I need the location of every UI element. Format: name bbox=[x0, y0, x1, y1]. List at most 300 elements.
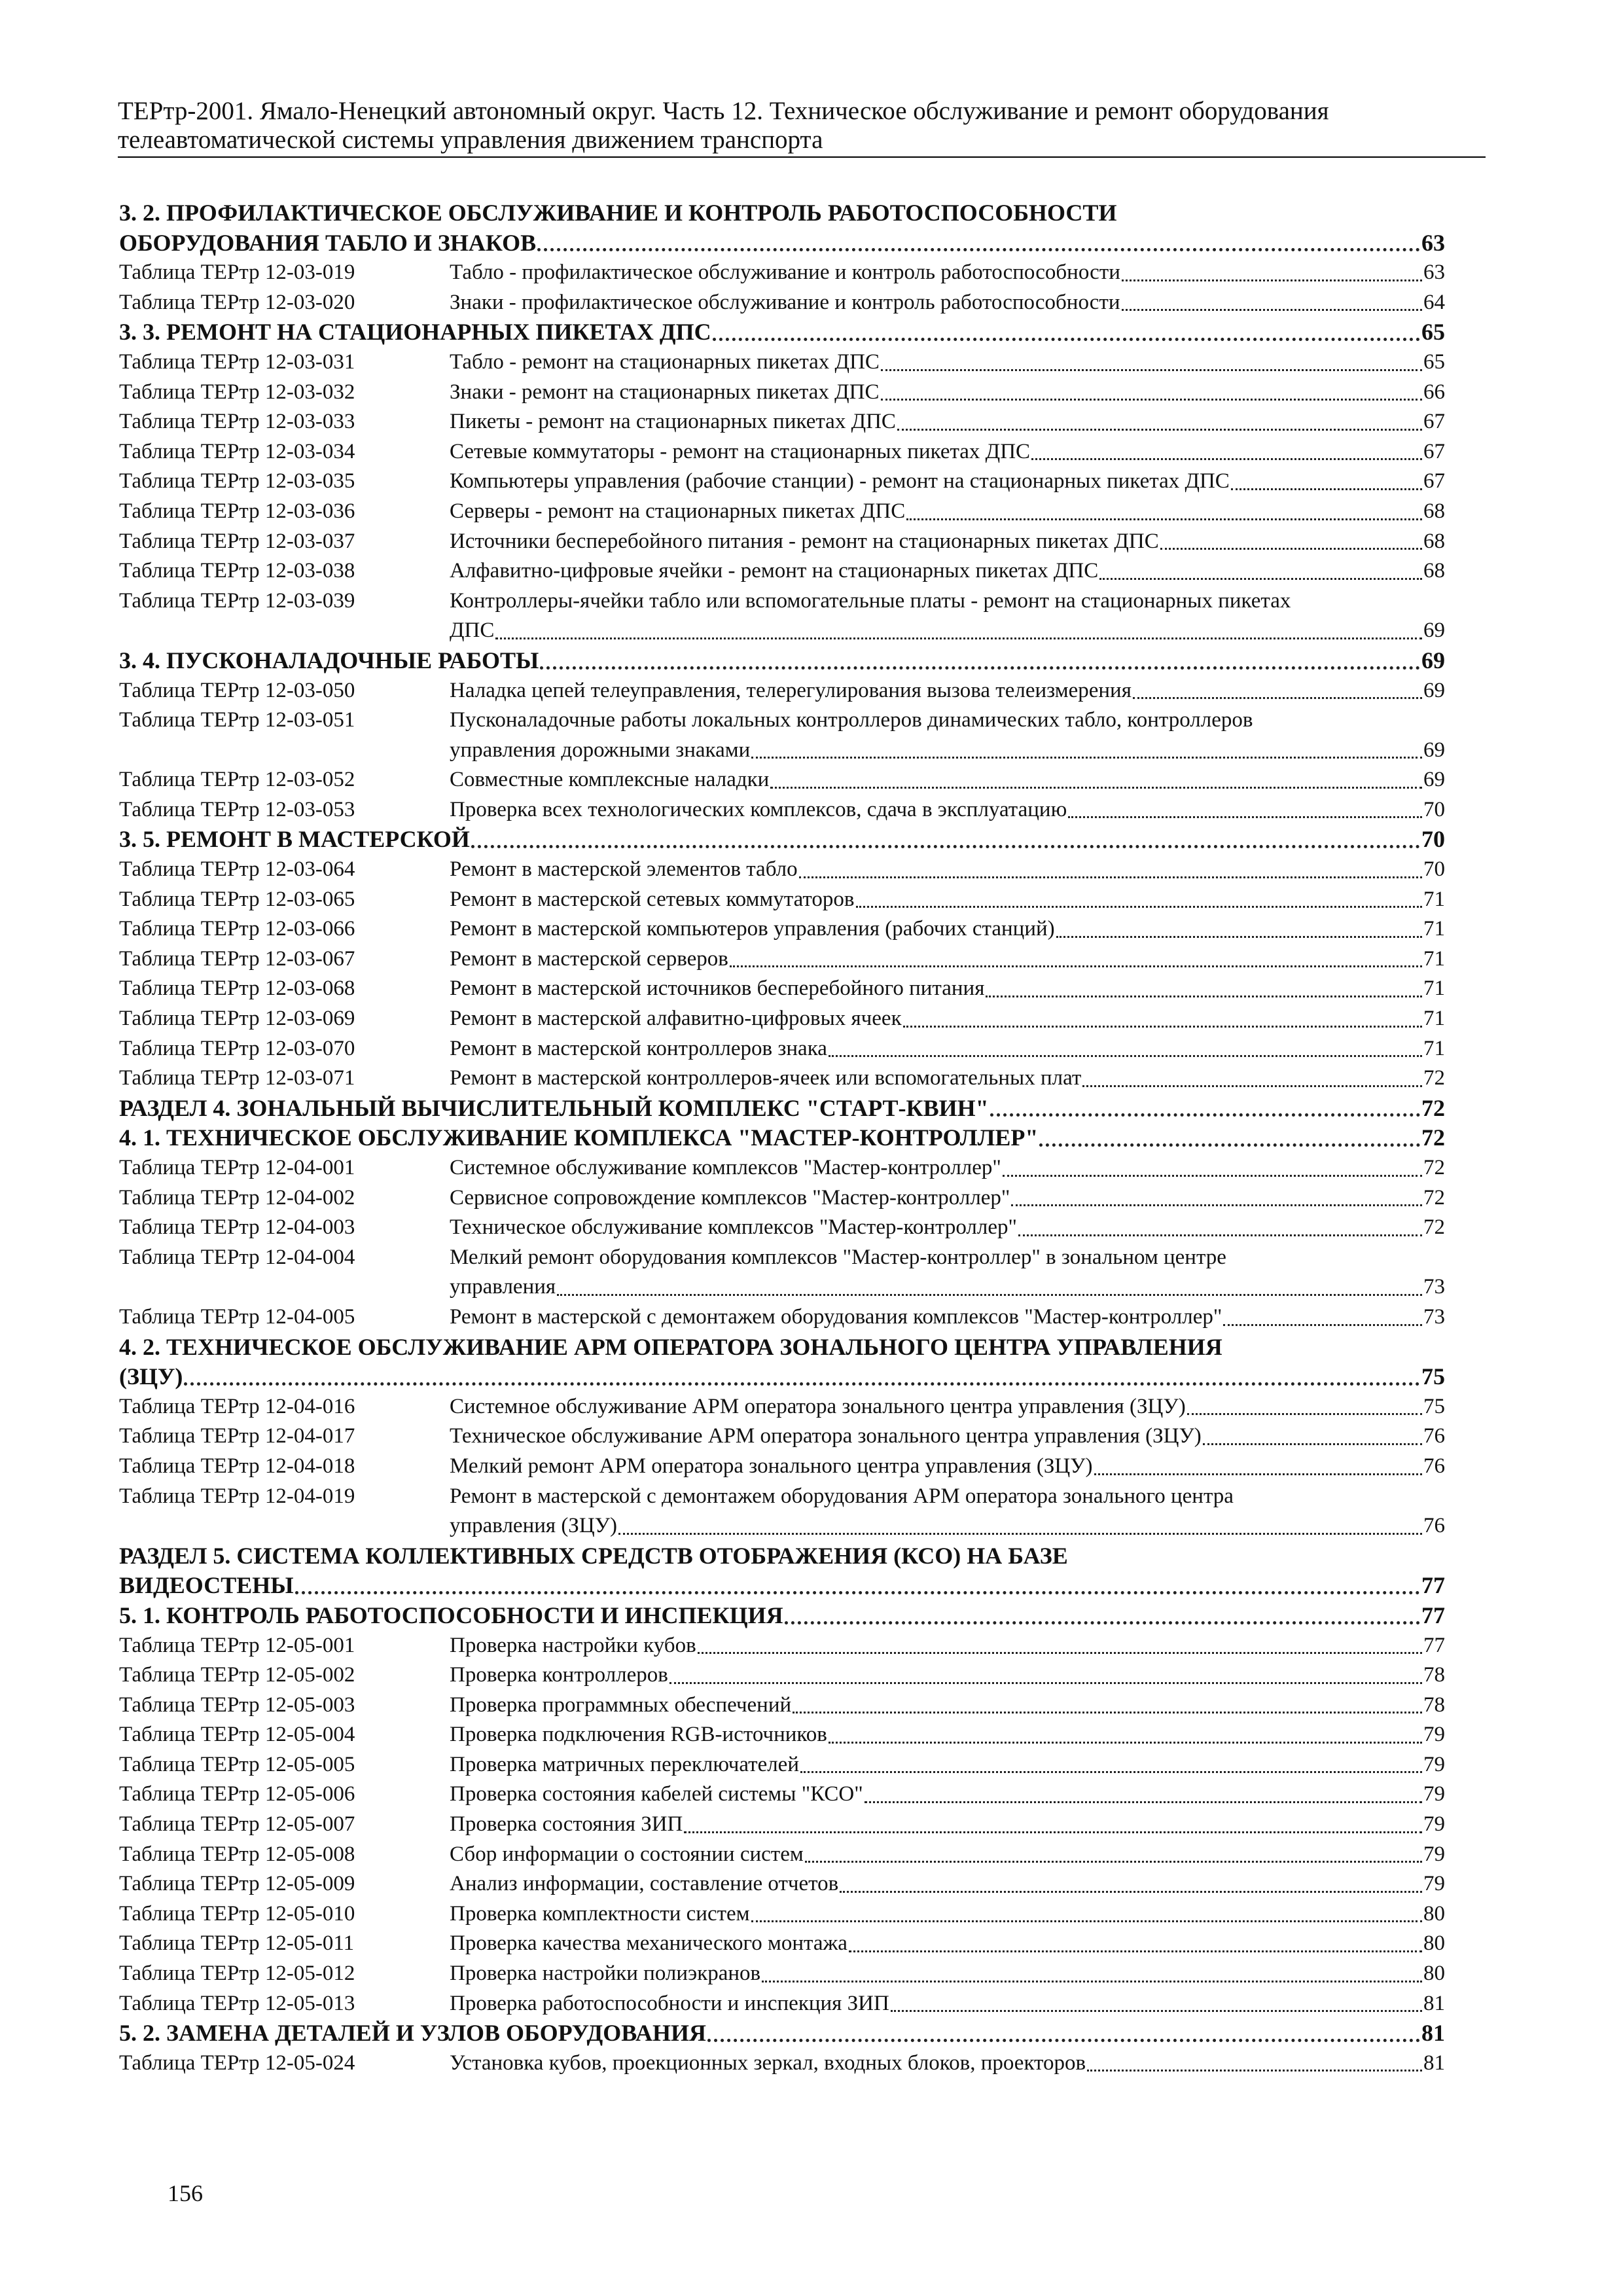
entry-page-number: 79 bbox=[1423, 1842, 1445, 1866]
table-code: Таблица ТЕРтр 12-03-065 bbox=[119, 887, 355, 911]
table-code: Таблица ТЕРтр 12-03-069 bbox=[119, 1007, 355, 1031]
dot-leader bbox=[762, 1981, 1422, 1982]
entry-last-line bbox=[450, 885, 1445, 915]
table-code: Таблица ТЕРтр 12-03-070 bbox=[119, 1036, 355, 1060]
section-heading-line: 3. 2. ПРОФИЛАКТИЧЕСКОЕ ОБСЛУЖИВАНИЕ И КОНТРОЛЬ РАБОТОСПОСОБНОСТИ bbox=[119, 200, 1117, 226]
entry-last-line bbox=[450, 1064, 1445, 1094]
entry-title: Знаки - профилактическое обслуживание и контроль работоспособности bbox=[450, 290, 1120, 314]
toc-entry bbox=[119, 974, 1445, 1004]
entry-page-number: 73 bbox=[1423, 1304, 1445, 1329]
dot-leader bbox=[865, 1801, 1422, 1803]
dot-leader bbox=[881, 399, 1422, 401]
section-heading-line: 4. 2. ТЕХНИЧЕСКОЕ ОБСЛУЖИВАНИЕ АРМ ОПЕРАТОРА ЗОНАЛЬНОГО ЦЕНТРА УПРАВЛЕНИЯ bbox=[119, 1333, 1222, 1360]
table-code: Таблица ТЕРтр 12-03-037 bbox=[119, 529, 355, 553]
entry-page-number: 69 bbox=[1423, 738, 1445, 762]
entry-last-line bbox=[450, 1869, 1445, 1899]
entry-page-number: 67 bbox=[1423, 410, 1445, 434]
table-code: Таблица ТЕРтр 12-03-034 bbox=[119, 439, 355, 463]
entry-body bbox=[450, 288, 1445, 318]
dot-leader bbox=[707, 2039, 1420, 2042]
entry-page-number: 81 bbox=[1423, 2051, 1445, 2075]
dot-leader bbox=[1122, 279, 1422, 281]
entry-page-number: 68 bbox=[1423, 529, 1445, 553]
section-title: ОБОРУДОВАНИЯ ТАБЛО И ЗНАКОВ bbox=[119, 229, 537, 256]
entry-last-line bbox=[450, 1153, 1445, 1183]
toc-section-heading bbox=[119, 1601, 1445, 1631]
entry-body bbox=[450, 1631, 1445, 1661]
entry-title: Проверка качества механического монтажа bbox=[450, 1931, 847, 1956]
entry-title: Сбор информации о состоянии систем bbox=[450, 1842, 804, 1866]
toc-entry bbox=[119, 497, 1445, 527]
entry-body bbox=[450, 1004, 1445, 1034]
entry-page-number: 80 bbox=[1423, 1901, 1445, 1926]
entry-page-number: 79 bbox=[1423, 1723, 1445, 1747]
toc-entry bbox=[119, 855, 1445, 885]
entry-body bbox=[450, 1183, 1445, 1213]
section-title: РАЗДЕЛ 4. ЗОНАЛЬНЫЙ ВЫЧИСЛИТЕЛЬНЫЙ КОМПЛЕКС "СТАРТ-КВИН" bbox=[119, 1094, 989, 1121]
dot-leader bbox=[537, 248, 1420, 251]
entry-page-number: 72 bbox=[1423, 1066, 1445, 1090]
dot-leader bbox=[881, 369, 1422, 371]
dot-leader bbox=[713, 338, 1420, 341]
entry-body bbox=[450, 1691, 1445, 1721]
entry-title: Ремонт в мастерской контроллеров знака bbox=[450, 1036, 827, 1060]
entry-body bbox=[450, 467, 1445, 497]
entry-body bbox=[450, 944, 1445, 975]
dot-leader bbox=[669, 1682, 1422, 1684]
dot-leader bbox=[471, 845, 1420, 848]
entry-title: Проверка подключения RGB-источников bbox=[450, 1723, 827, 1747]
toc-entry bbox=[119, 1929, 1445, 1959]
table-of-contents bbox=[119, 198, 1445, 2078]
entry-last-line bbox=[450, 437, 1445, 467]
entry-body bbox=[450, 1780, 1445, 1810]
section-page-number: 81 bbox=[1421, 2020, 1445, 2047]
entry-body bbox=[450, 1034, 1445, 1064]
entry-last-line bbox=[450, 1183, 1445, 1213]
dot-leader bbox=[793, 1712, 1422, 1713]
entry-title: Ремонт в мастерской источников бесперебойного питания bbox=[450, 977, 985, 1001]
entry-body bbox=[450, 258, 1445, 288]
entry-last-line bbox=[450, 1392, 1445, 1422]
entry-body bbox=[450, 407, 1445, 437]
section-page-number: 72 bbox=[1421, 1094, 1445, 1121]
entry-title: Знаки - ремонт на стационарных пикетах ДПС bbox=[450, 380, 880, 404]
section-last-line bbox=[119, 228, 1445, 259]
entry-last-line bbox=[450, 1720, 1445, 1750]
section-heading-line: РАЗДЕЛ 5. СИСТЕМА КОЛЛЕКТИВНЫХ СРЕДСТВ ОТОБРАЖЕНИЯ (КСО) НА БАЗЕ bbox=[119, 1542, 1068, 1569]
entry-title: Ремонт в мастерской элементов табло bbox=[450, 857, 798, 882]
toc-entry bbox=[119, 944, 1445, 975]
entry-page-number: 77 bbox=[1423, 1633, 1445, 1657]
entry-title: Проверка состояния кабелей системы "КСО" bbox=[450, 1782, 863, 1806]
table-code: Таблица ТЕРтр 12-04-001 bbox=[119, 1156, 355, 1179]
entry-page-number: 63 bbox=[1423, 260, 1445, 285]
entry-body bbox=[450, 1840, 1445, 1870]
entry-title: Табло - ремонт на стационарных пикетах ДПС bbox=[450, 350, 880, 374]
table-code: Таблица ТЕРтр 12-03-051 bbox=[119, 708, 355, 732]
entry-page-number: 80 bbox=[1423, 1962, 1445, 1986]
dot-leader bbox=[1068, 816, 1422, 818]
dot-leader bbox=[805, 1861, 1422, 1863]
entry-last-line bbox=[450, 1034, 1445, 1064]
toc-entry bbox=[119, 1482, 1445, 1541]
entry-last-line bbox=[450, 1272, 1445, 1302]
entry-body bbox=[450, 556, 1445, 586]
section-last-line bbox=[119, 1362, 1445, 1392]
entry-title: Пикеты - ремонт на стационарных пикетах ДПС bbox=[450, 410, 896, 434]
entry-body bbox=[450, 1422, 1445, 1452]
entry-last-line bbox=[450, 616, 1445, 646]
entry-title: Сетевые коммутаторы - ремонт на стационарных пикетах ДПС bbox=[450, 439, 1031, 463]
toc-entry bbox=[119, 765, 1445, 795]
entry-body bbox=[450, 497, 1445, 527]
dot-leader bbox=[1011, 1204, 1422, 1206]
header-line-2: телеавтоматической системы управления движением транспорта bbox=[118, 126, 823, 154]
entry-page-number: 78 bbox=[1423, 1663, 1445, 1687]
toc-entry bbox=[119, 348, 1445, 378]
dot-leader bbox=[698, 1652, 1422, 1654]
entry-title: Проверка настройки полиэкранов bbox=[450, 1962, 761, 1986]
toc-entry bbox=[119, 437, 1445, 467]
entry-body bbox=[450, 1869, 1445, 1899]
table-code: Таблица ТЕРтр 12-05-007 bbox=[119, 1812, 355, 1837]
dot-leader bbox=[986, 996, 1422, 997]
entry-body bbox=[450, 378, 1445, 408]
entry-title: ДПС bbox=[450, 619, 495, 643]
dot-leader bbox=[1087, 2070, 1422, 2072]
entry-last-line bbox=[450, 1959, 1445, 1989]
entry-last-line bbox=[450, 1660, 1445, 1691]
section-title: 4. 1. ТЕХНИЧЕСКОЕ ОБСЛУЖИВАНИЕ КОМПЛЕКСА "МАСТЕР-КОНТРОЛЛЕР" bbox=[119, 1124, 1039, 1151]
entry-body bbox=[450, 1064, 1445, 1094]
toc-entry bbox=[119, 407, 1445, 437]
entry-body bbox=[450, 1989, 1445, 2019]
entry-last-line bbox=[450, 1840, 1445, 1870]
entry-title: Ремонт в мастерской с демонтажем оборудования комплексов "Мастер-контроллер" bbox=[450, 1304, 1222, 1329]
table-code: Таблица ТЕРтр 12-05-024 bbox=[119, 2051, 355, 2075]
toc-entry bbox=[119, 1720, 1445, 1750]
dot-leader bbox=[1231, 488, 1422, 490]
table-code: Таблица ТЕРтр 12-03-035 bbox=[119, 469, 355, 493]
toc-entry bbox=[119, 795, 1445, 825]
dot-leader bbox=[829, 1742, 1422, 1744]
toc-entry bbox=[119, 676, 1445, 706]
toc-entry bbox=[119, 1660, 1445, 1691]
table-code: Таблица ТЕРтр 12-04-002 bbox=[119, 1185, 355, 1210]
table-code: Таблица ТЕРтр 12-04-016 bbox=[119, 1394, 355, 1418]
entry-last-line bbox=[450, 1302, 1445, 1333]
entry-page-number: 65 bbox=[1423, 350, 1445, 374]
table-code: Таблица ТЕРтр 12-05-001 bbox=[119, 1633, 355, 1657]
entry-title: управления bbox=[450, 1275, 556, 1299]
running-header bbox=[118, 97, 1486, 158]
toc-section-heading bbox=[119, 646, 1445, 676]
toc-entry bbox=[119, 1780, 1445, 1810]
entry-last-line bbox=[450, 1004, 1445, 1034]
dot-leader bbox=[785, 1621, 1420, 1624]
entry-last-line bbox=[450, 1810, 1445, 1840]
table-code: Таблица ТЕРтр 12-05-011 bbox=[119, 1931, 355, 1956]
entry-body bbox=[450, 2049, 1445, 2079]
dot-leader bbox=[799, 876, 1422, 878]
toc-entry bbox=[119, 1064, 1445, 1094]
toc-entry bbox=[119, 1213, 1445, 1243]
table-code: Таблица ТЕРтр 12-05-010 bbox=[119, 1901, 355, 1926]
table-code: Таблица ТЕРтр 12-03-039 bbox=[119, 588, 355, 613]
entry-last-line bbox=[450, 944, 1445, 975]
table-code: Таблица ТЕРтр 12-03-053 bbox=[119, 797, 355, 821]
entry-title: Ремонт в мастерской алфавитно-цифровых ячеек bbox=[450, 1007, 902, 1031]
entry-title: Проверка матричных переключателей bbox=[450, 1752, 799, 1776]
entry-page-number: 76 bbox=[1423, 1424, 1445, 1448]
entry-last-line bbox=[450, 288, 1445, 318]
entry-body bbox=[450, 1213, 1445, 1243]
dot-leader bbox=[184, 1382, 1420, 1386]
entry-page-number: 79 bbox=[1423, 1872, 1445, 1896]
entry-last-line bbox=[450, 974, 1445, 1004]
entry-body bbox=[450, 1810, 1445, 1840]
section-last-line bbox=[119, 646, 1445, 676]
toc-entry bbox=[119, 378, 1445, 408]
toc-entry bbox=[119, 556, 1445, 586]
entry-body bbox=[450, 437, 1445, 467]
entry-page-number: 80 bbox=[1423, 1931, 1445, 1956]
toc-entry bbox=[119, 1034, 1445, 1064]
dot-leader bbox=[891, 2010, 1422, 2012]
dot-leader bbox=[751, 1920, 1422, 1922]
entry-last-line bbox=[450, 736, 1445, 766]
entry-last-line bbox=[450, 348, 1445, 378]
entry-title: Установка кубов, проекционных зеркал, входных блоков, проекторов bbox=[450, 2051, 1086, 2075]
entry-page-number: 71 bbox=[1423, 1007, 1445, 1031]
section-page-number: 69 bbox=[1421, 647, 1445, 673]
dot-leader bbox=[1099, 578, 1422, 580]
dot-leader bbox=[990, 1113, 1420, 1117]
entry-page-number: 68 bbox=[1423, 559, 1445, 583]
toc-entry bbox=[119, 1243, 1445, 1302]
entry-body bbox=[450, 1959, 1445, 1989]
toc-entry bbox=[119, 1959, 1445, 1989]
dot-leader bbox=[1223, 1324, 1422, 1326]
entry-last-line bbox=[450, 497, 1445, 527]
table-code: Таблица ТЕРтр 12-03-064 bbox=[119, 857, 355, 882]
dot-leader bbox=[1160, 548, 1422, 550]
table-code: Таблица ТЕРтр 12-03-067 bbox=[119, 946, 355, 971]
section-page-number: 63 bbox=[1421, 229, 1445, 256]
header-line-1: ТЕРтр-2001. Ямало-Ненецкий автономный округ. Часть 12. Техническое обслуживание и ремонт оборудования bbox=[118, 97, 1329, 125]
entry-title: Проверка настройки кубов bbox=[450, 1633, 696, 1657]
entry-page-number: 71 bbox=[1423, 887, 1445, 911]
entry-title: Проверка комплектности систем bbox=[450, 1901, 750, 1926]
table-code: Таблица ТЕРтр 12-03-068 bbox=[119, 977, 355, 1001]
dot-leader bbox=[1203, 1443, 1422, 1445]
table-code: Таблица ТЕРтр 12-03-071 bbox=[119, 1066, 355, 1090]
entry-page-number: 67 bbox=[1423, 469, 1445, 493]
entry-title: Ремонт в мастерской контроллеров-ячеек или вспомогательных плат bbox=[450, 1066, 1082, 1090]
entry-last-line bbox=[450, 258, 1445, 288]
dot-leader bbox=[1056, 936, 1422, 938]
entry-page-number: 69 bbox=[1423, 619, 1445, 643]
toc-entry bbox=[119, 885, 1445, 915]
entry-page-number: 79 bbox=[1423, 1812, 1445, 1837]
dot-leader bbox=[840, 1891, 1422, 1893]
section-title: 3. 3. РЕМОНТ НА СТАЦИОНАРНЫХ ПИКЕТАХ ДПС bbox=[119, 319, 711, 346]
dot-leader bbox=[557, 1294, 1422, 1296]
table-code: Таблица ТЕРтр 12-05-006 bbox=[119, 1782, 355, 1806]
entry-title: Табло - профилактическое обслуживание и контроль работоспособности bbox=[450, 260, 1120, 285]
dot-leader bbox=[903, 1026, 1422, 1028]
entry-body bbox=[450, 348, 1445, 378]
entry-page-number: 68 bbox=[1423, 499, 1445, 523]
entry-title: Проверка состояния ЗИП bbox=[450, 1812, 683, 1837]
section-page-number: 75 bbox=[1421, 1363, 1445, 1390]
entry-page-number: 70 bbox=[1423, 797, 1445, 821]
dot-leader bbox=[1187, 1413, 1422, 1415]
entry-body bbox=[450, 1482, 1445, 1541]
entry-page-number: 81 bbox=[1423, 1991, 1445, 2015]
page-number: 156 bbox=[168, 2180, 203, 2206]
toc-section-heading bbox=[119, 1333, 1445, 1392]
dot-leader bbox=[295, 1591, 1420, 1594]
section-title: 5. 1. КОНТРОЛЬ РАБОТОСПОСОБНОСТИ И ИНСПЕКЦИЯ bbox=[119, 1602, 783, 1628]
entry-page-number: 70 bbox=[1423, 857, 1445, 882]
section-last-line bbox=[119, 2018, 1445, 2049]
entry-page-number: 71 bbox=[1423, 946, 1445, 971]
table-code: Таблица ТЕРтр 12-05-002 bbox=[119, 1663, 355, 1687]
entry-body bbox=[450, 795, 1445, 825]
entry-last-line bbox=[450, 765, 1445, 795]
entry-title: Наладка цепей телеуправления, телерегулирования вызова телеизмерения bbox=[450, 678, 1132, 702]
toc-entry bbox=[119, 288, 1445, 318]
entry-last-line bbox=[450, 556, 1445, 586]
dot-leader bbox=[1039, 1143, 1420, 1147]
section-page-number: 65 bbox=[1421, 319, 1445, 346]
toc-entry bbox=[119, 527, 1445, 557]
entry-title: Источники бесперебойного питания - ремонт на стационарных пикетах ДПС bbox=[450, 529, 1159, 553]
table-code: Таблица ТЕРтр 12-03-033 bbox=[119, 410, 355, 434]
toc-entry bbox=[119, 1004, 1445, 1034]
toc-entry bbox=[119, 1869, 1445, 1899]
section-last-line bbox=[119, 825, 1445, 855]
entry-last-line bbox=[450, 1989, 1445, 2019]
table-code: Таблица ТЕРтр 12-04-005 bbox=[119, 1304, 355, 1329]
entry-body bbox=[450, 1899, 1445, 1929]
table-code: Таблица ТЕРтр 12-03-052 bbox=[119, 768, 355, 792]
entry-last-line bbox=[450, 1929, 1445, 1959]
dot-leader bbox=[1082, 1085, 1422, 1087]
section-last-line bbox=[119, 1123, 1445, 1153]
entry-title: управления (ЗЦУ) bbox=[450, 1514, 618, 1538]
toc-entry bbox=[119, 1631, 1445, 1661]
toc-entry bbox=[119, 1989, 1445, 2019]
toc-entry bbox=[119, 1183, 1445, 1213]
entry-last-line bbox=[450, 1691, 1445, 1721]
table-code: Таблица ТЕРтр 12-03-036 bbox=[119, 499, 355, 523]
entry-page-number: 72 bbox=[1423, 1215, 1445, 1240]
dot-leader bbox=[730, 965, 1422, 967]
section-last-line bbox=[119, 317, 1445, 348]
entry-page-number: 67 bbox=[1423, 439, 1445, 463]
toc-entry bbox=[119, 1810, 1445, 1840]
entry-last-line bbox=[450, 1750, 1445, 1780]
toc-section-heading bbox=[119, 825, 1445, 855]
section-page-number: 77 bbox=[1421, 1602, 1445, 1628]
entry-last-line bbox=[450, 1631, 1445, 1661]
toc-section-heading bbox=[119, 1123, 1445, 1153]
table-code: Таблица ТЕРтр 12-05-004 bbox=[119, 1723, 355, 1747]
entry-body bbox=[450, 914, 1445, 944]
entry-page-number: 73 bbox=[1423, 1275, 1445, 1299]
toc-section-heading bbox=[119, 2018, 1445, 2049]
table-code: Таблица ТЕРтр 12-03-050 bbox=[119, 678, 355, 702]
entry-body bbox=[450, 1452, 1445, 1482]
section-last-line bbox=[119, 1571, 1445, 1601]
table-code: Таблица ТЕРтр 12-04-017 bbox=[119, 1424, 355, 1448]
dot-leader bbox=[1018, 1234, 1422, 1236]
toc-entry bbox=[119, 1452, 1445, 1482]
entry-body bbox=[450, 1720, 1445, 1750]
toc-section-heading bbox=[119, 198, 1445, 258]
table-code: Таблица ТЕРтр 12-05-009 bbox=[119, 1872, 355, 1896]
entry-last-line bbox=[450, 855, 1445, 885]
entry-body bbox=[450, 885, 1445, 915]
table-code: Таблица ТЕРтр 12-04-003 bbox=[119, 1215, 355, 1240]
entry-title-line: Ремонт в мастерской с демонтажем оборудования АРМ оператора зонального центра bbox=[450, 1484, 1234, 1508]
entry-page-number: 78 bbox=[1423, 1693, 1445, 1717]
entry-title: Техническое обслуживание комплексов "Мастер-контроллер" bbox=[450, 1215, 1017, 1240]
entry-title: Проверка программных обеспечений bbox=[450, 1693, 792, 1717]
entry-title: Проверка контроллеров bbox=[450, 1663, 668, 1687]
entry-body bbox=[450, 1153, 1445, 1183]
toc-entry bbox=[119, 706, 1445, 765]
entry-title: Техническое обслуживание АРМ оператора зонального центра управления (ЗЦУ) bbox=[450, 1424, 1202, 1448]
toc-entry bbox=[119, 1302, 1445, 1333]
entry-last-line bbox=[450, 914, 1445, 944]
table-code: Таблица ТЕРтр 12-05-005 bbox=[119, 1752, 355, 1776]
entry-title: Мелкий ремонт АРМ оператора зонального центра управления (ЗЦУ) bbox=[450, 1454, 1093, 1478]
toc-entry bbox=[119, 1691, 1445, 1721]
dot-leader bbox=[540, 666, 1420, 670]
dot-leader bbox=[495, 637, 1422, 639]
entry-page-number: 76 bbox=[1423, 1454, 1445, 1478]
toc-entry bbox=[119, 1422, 1445, 1452]
entry-page-number: 64 bbox=[1423, 290, 1445, 314]
section-title: 3. 5. РЕМОНТ В МАСТЕРСКОЙ bbox=[119, 826, 470, 853]
dot-leader bbox=[751, 757, 1422, 759]
table-code: Таблица ТЕРтр 12-05-008 bbox=[119, 1842, 355, 1866]
toc-entry bbox=[119, 1899, 1445, 1929]
section-title: 5. 2. ЗАМЕНА ДЕТАЛЕЙ И УЗЛОВ ОБОРУДОВАНИЯ bbox=[119, 2020, 706, 2047]
dot-leader bbox=[684, 1831, 1422, 1833]
toc-entry bbox=[119, 1840, 1445, 1870]
entry-page-number: 72 bbox=[1423, 1156, 1445, 1179]
entry-last-line bbox=[450, 1213, 1445, 1243]
entry-last-line bbox=[450, 467, 1445, 497]
entry-title: Сервисное сопровождение комплексов "Мастер-контроллер" bbox=[450, 1185, 1010, 1210]
dot-leader bbox=[1003, 1175, 1422, 1177]
entry-title-line: Контроллеры-ячейки табло или вспомогательные платы - ремонт на стационарных пикетах bbox=[450, 588, 1291, 613]
entry-page-number: 71 bbox=[1423, 977, 1445, 1001]
entry-page-number: 71 bbox=[1423, 1036, 1445, 1060]
entry-page-number: 76 bbox=[1423, 1514, 1445, 1538]
entry-title: Алфавитно-цифровые ячейки - ремонт на стационарных пикетах ДПС bbox=[450, 559, 1099, 583]
entry-last-line bbox=[450, 1422, 1445, 1452]
table-code: Таблица ТЕРтр 12-04-004 bbox=[119, 1245, 355, 1269]
table-code: Таблица ТЕРтр 12-04-018 bbox=[119, 1454, 355, 1478]
entry-title: Системное обслуживание АРМ оператора зонального центра управления (ЗЦУ) bbox=[450, 1394, 1186, 1418]
dot-leader bbox=[829, 1055, 1422, 1057]
